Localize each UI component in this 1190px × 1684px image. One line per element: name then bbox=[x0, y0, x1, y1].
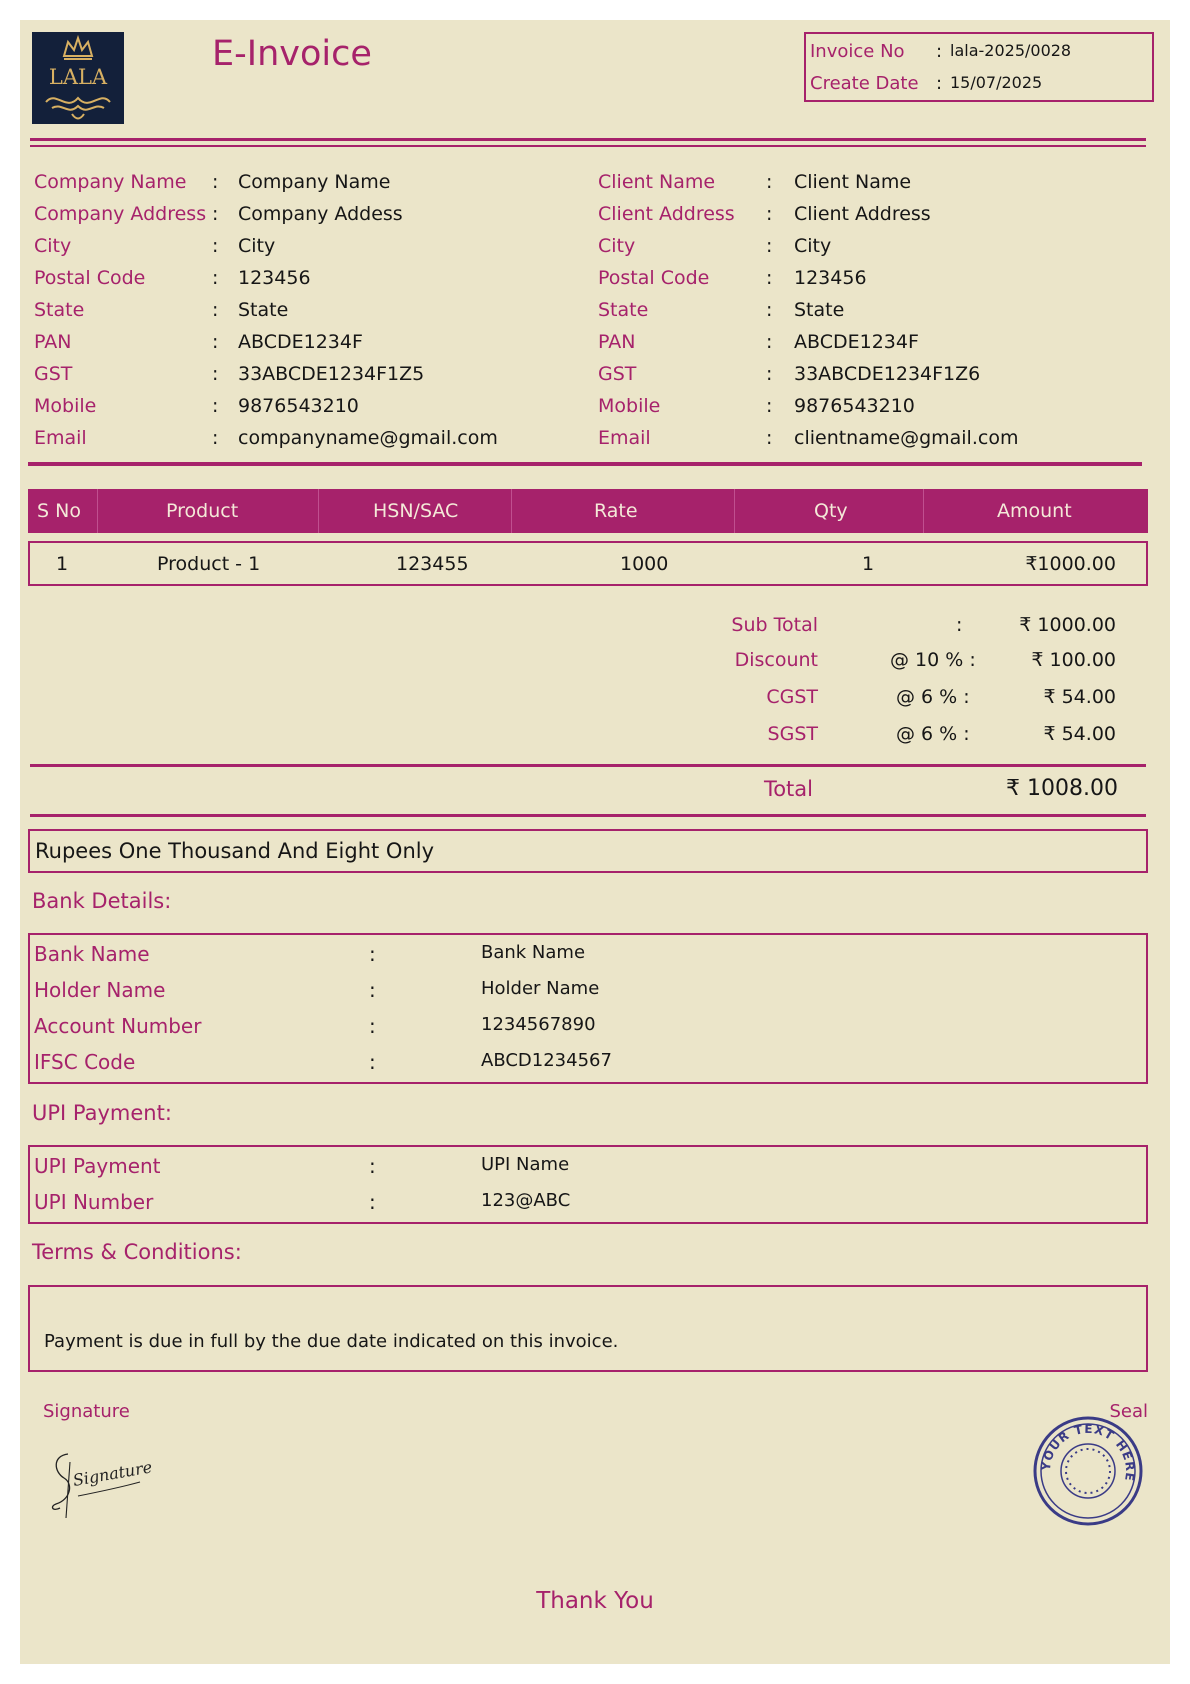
cell-product: Product - 1 bbox=[157, 553, 261, 575]
col-header-sno: S No bbox=[37, 500, 81, 522]
invoice-page bbox=[20, 20, 1170, 1664]
bank-field-value: Bank Name bbox=[481, 942, 586, 963]
signature-image bbox=[48, 1442, 158, 1522]
cgst-value: ₹ 54.00 bbox=[1043, 686, 1116, 708]
client-field-label: Client Name bbox=[598, 171, 716, 193]
table-row bbox=[28, 541, 1148, 586]
document-title: E-Invoice bbox=[212, 34, 372, 74]
colon: : bbox=[369, 1014, 376, 1038]
company-field-value: State bbox=[238, 299, 289, 321]
colon: : bbox=[936, 73, 943, 94]
client-field-value: State bbox=[794, 299, 845, 321]
svg-text:YOUR TEXT HERE: YOUR TEXT HERE bbox=[1038, 1421, 1138, 1483]
col-header-hsn: HSN/SAC bbox=[373, 500, 459, 522]
discount-label: Discount bbox=[734, 649, 818, 671]
party-divider bbox=[28, 462, 1142, 466]
colon: : bbox=[369, 1190, 376, 1214]
colon: : bbox=[766, 235, 773, 257]
sgst-rate: @ 6 % : bbox=[896, 723, 970, 745]
client-field-value: 123456 bbox=[794, 267, 867, 289]
company-field-value: companyname@gmail.com bbox=[238, 427, 498, 449]
client-field-value: ABCDE1234F bbox=[794, 331, 919, 353]
colon: : bbox=[766, 171, 773, 193]
header-divider-thin bbox=[30, 145, 1146, 147]
company-field-value: Company Name bbox=[238, 171, 391, 193]
subtotal-label: Sub Total bbox=[731, 614, 818, 636]
bank-field-value: ABCD1234567 bbox=[481, 1050, 612, 1071]
cell-rate: 1000 bbox=[620, 553, 669, 575]
upi-field-label: UPI Number bbox=[34, 1190, 154, 1214]
company-field-label: State bbox=[34, 299, 85, 321]
discount-rate: @ 10 % : bbox=[890, 649, 976, 671]
colon: : bbox=[369, 942, 376, 966]
company-field-label: City bbox=[34, 235, 72, 257]
bank-details-heading: Bank Details: bbox=[32, 889, 172, 913]
header-divider bbox=[30, 138, 1146, 141]
total-divider bbox=[30, 814, 1146, 817]
total-value: ₹ 1008.00 bbox=[1006, 776, 1118, 801]
sgst-label: SGST bbox=[767, 723, 818, 745]
sgst-value: ₹ 54.00 bbox=[1043, 723, 1116, 745]
company-field-label: Mobile bbox=[34, 395, 97, 417]
crown-logo-icon bbox=[32, 32, 124, 124]
company-field-label: Company Address bbox=[34, 203, 207, 225]
svg-text:Signature: Signature bbox=[71, 1457, 154, 1490]
bank-field-value: Holder Name bbox=[481, 978, 600, 999]
colon: : bbox=[766, 427, 773, 449]
invoice-number-label: Invoice No bbox=[810, 41, 905, 62]
colon: : bbox=[766, 395, 773, 417]
col-header-product: Product bbox=[166, 500, 239, 522]
company-field-label: GST bbox=[34, 363, 73, 385]
colon: : bbox=[212, 331, 219, 353]
colon: : bbox=[212, 427, 219, 449]
colon: : bbox=[766, 267, 773, 289]
colon: : bbox=[212, 395, 219, 417]
client-field-label: Client Address bbox=[598, 203, 735, 225]
bank-field-label: Holder Name bbox=[34, 978, 166, 1002]
seal-label: Seal bbox=[1109, 1401, 1148, 1422]
client-field-label: Mobile bbox=[598, 395, 661, 417]
col-header-rate: Rate bbox=[594, 500, 638, 522]
client-field-value: 33ABCDE1234F1Z6 bbox=[794, 363, 981, 385]
create-date-value: 15/07/2025 bbox=[950, 73, 1043, 92]
colon: : bbox=[766, 299, 773, 321]
total-label: Total bbox=[763, 777, 813, 801]
terms-heading: Terms & Conditions: bbox=[32, 1240, 242, 1264]
col-header-amount: Amount bbox=[997, 500, 1072, 522]
client-field-label: State bbox=[598, 299, 649, 321]
bank-field-label: Bank Name bbox=[34, 942, 150, 966]
signature-label: Signature bbox=[43, 1401, 130, 1422]
cgst-label: CGST bbox=[766, 686, 818, 708]
upi-box bbox=[28, 1145, 1148, 1224]
client-field-label: Email bbox=[598, 427, 651, 449]
upi-field-value: 123@ABC bbox=[481, 1190, 571, 1211]
invoice-number-value: lala-2025/0028 bbox=[950, 41, 1072, 60]
company-field-value: 123456 bbox=[238, 267, 311, 289]
create-date-label: Create Date bbox=[810, 73, 919, 94]
colon: : bbox=[936, 41, 943, 62]
seal-stamp bbox=[1032, 1415, 1144, 1527]
client-field-label: PAN bbox=[598, 331, 636, 353]
cell-sno: 1 bbox=[56, 553, 69, 575]
colon: : bbox=[369, 978, 376, 1002]
company-field-label: Email bbox=[34, 427, 87, 449]
subtotal-colon: : bbox=[956, 614, 963, 636]
company-field-value: Company Addess bbox=[238, 203, 403, 225]
colon: : bbox=[212, 203, 219, 225]
svg-text:LALA: LALA bbox=[48, 65, 108, 89]
company-field-value: 33ABCDE1234F1Z5 bbox=[238, 363, 425, 385]
client-field-label: City bbox=[598, 235, 636, 257]
upi-field-label: UPI Payment bbox=[34, 1154, 161, 1178]
bank-details-box bbox=[28, 933, 1148, 1084]
terms-box bbox=[28, 1285, 1148, 1372]
client-field-value: Client Address bbox=[794, 203, 931, 225]
colon: : bbox=[766, 363, 773, 385]
company-field-value: 9876543210 bbox=[238, 395, 359, 417]
items-table-header bbox=[28, 489, 1148, 533]
cell-amount: ₹1000.00 bbox=[1025, 553, 1116, 575]
colon: : bbox=[766, 331, 773, 353]
company-field-label: PAN bbox=[34, 331, 72, 353]
company-field-label: Company Name bbox=[34, 171, 187, 193]
upi-heading: UPI Payment: bbox=[32, 1101, 172, 1125]
client-field-value: 9876543210 bbox=[794, 395, 915, 417]
client-field-value: clientname@gmail.com bbox=[794, 427, 1019, 449]
client-field-label: GST bbox=[598, 363, 637, 385]
col-header-qty: Qty bbox=[814, 500, 848, 522]
subtotal-value: ₹ 1000.00 bbox=[1019, 614, 1116, 636]
colon: : bbox=[212, 267, 219, 289]
bank-field-label: IFSC Code bbox=[34, 1050, 136, 1074]
bank-field-label: Account Number bbox=[34, 1014, 202, 1038]
company-field-value: City bbox=[238, 235, 276, 257]
colon: : bbox=[766, 203, 773, 225]
colon: : bbox=[369, 1050, 376, 1074]
client-field-value: Client Name bbox=[794, 171, 912, 193]
colon: : bbox=[212, 299, 219, 321]
upi-field-value: UPI Name bbox=[481, 1154, 570, 1175]
bank-field-value: 1234567890 bbox=[481, 1014, 596, 1035]
cell-hsn: 123455 bbox=[396, 553, 469, 575]
company-field-value: ABCDE1234F bbox=[238, 331, 363, 353]
terms-text: Payment is due in full by the due date indicated on this invoice. bbox=[44, 1331, 619, 1352]
brand-logo bbox=[32, 32, 124, 124]
client-field-value: City bbox=[794, 235, 832, 257]
client-field-label: Postal Code bbox=[598, 267, 710, 289]
totals-divider bbox=[30, 764, 1146, 767]
colon: : bbox=[212, 171, 219, 193]
cgst-rate: @ 6 % : bbox=[896, 686, 970, 708]
colon: : bbox=[212, 235, 219, 257]
amount-in-words-box bbox=[28, 829, 1148, 873]
cell-qty: 1 bbox=[862, 553, 875, 575]
colon: : bbox=[212, 363, 219, 385]
thank-you-note: Thank You bbox=[536, 1588, 654, 1614]
invoice-info-box bbox=[804, 32, 1154, 102]
discount-value: ₹ 100.00 bbox=[1031, 649, 1116, 671]
amount-in-words: Rupees One Thousand And Eight Only bbox=[35, 839, 435, 863]
colon: : bbox=[369, 1154, 376, 1178]
company-field-label: Postal Code bbox=[34, 267, 146, 289]
